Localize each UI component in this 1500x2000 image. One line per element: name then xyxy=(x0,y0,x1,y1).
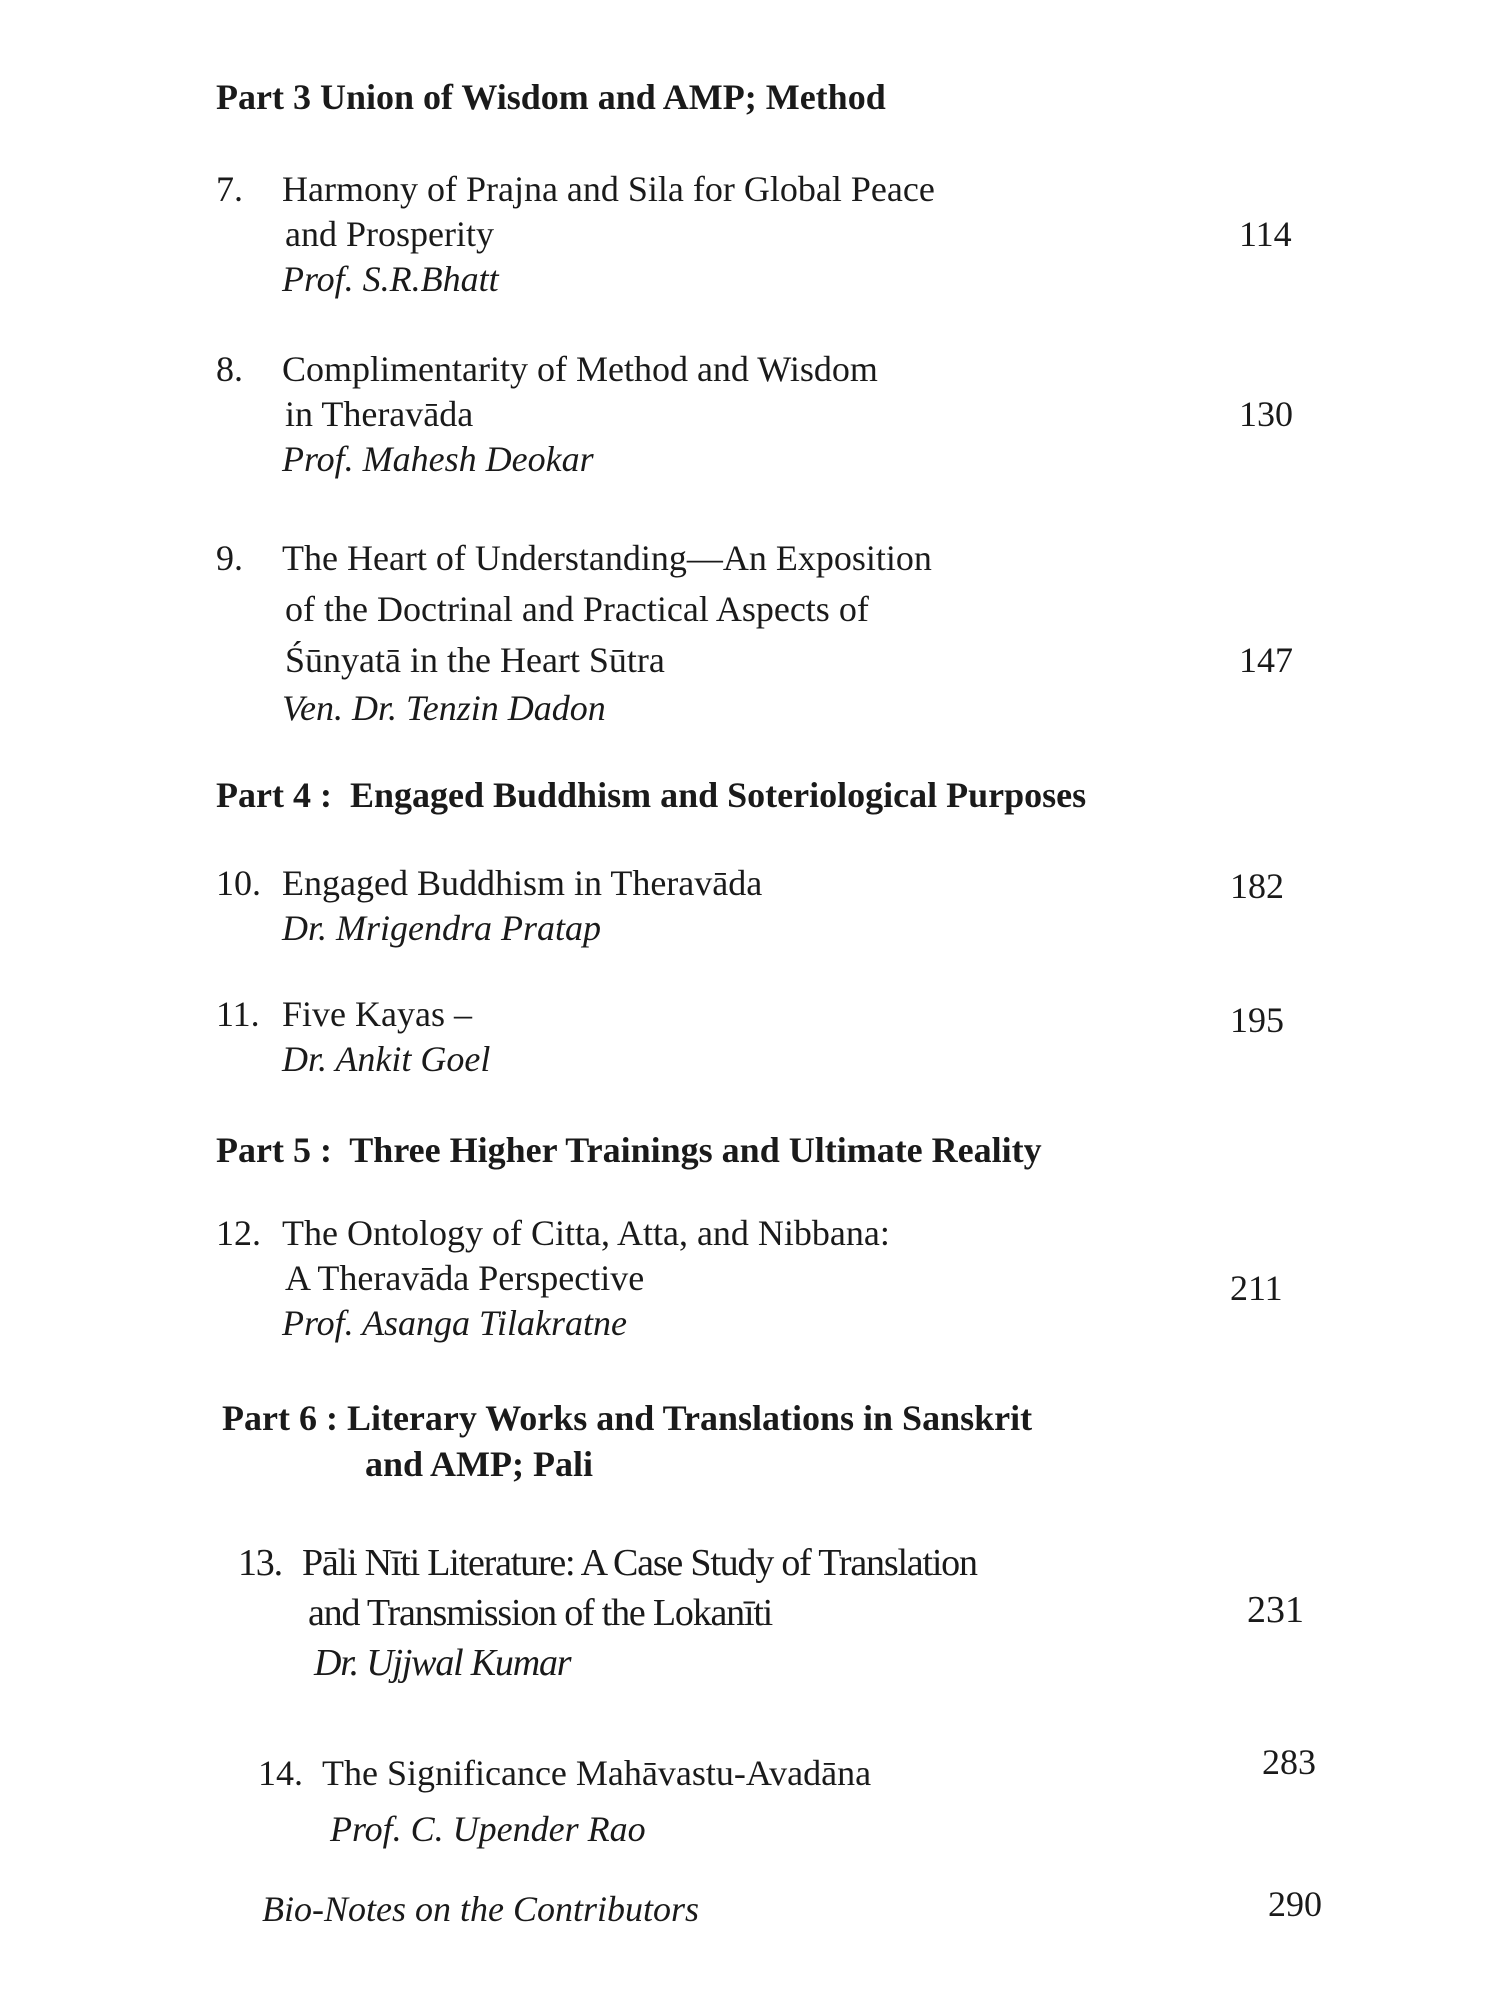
part-5-heading xyxy=(216,1127,1042,1173)
entry-title-line: The Ontology of Citta, Atta, and Nibbana: xyxy=(282,1213,890,1253)
entry-number: 11. xyxy=(216,994,260,1034)
toc-entry-14[interactable] xyxy=(258,1745,871,1857)
entry-author: Prof. Mahesh Deokar xyxy=(282,439,594,479)
entry-number: 13. xyxy=(238,1542,282,1584)
toc-entry-8[interactable] xyxy=(216,347,878,482)
entry-number: 10. xyxy=(216,863,261,903)
entry-page-number: 231 xyxy=(1247,1589,1304,1631)
entry-number: 14. xyxy=(258,1753,303,1793)
part-title-line: and AMP; Pali xyxy=(365,1444,594,1484)
entry-author: Prof. Asanga Tilakratne xyxy=(282,1303,628,1343)
entry-title-line: Śūnyatā in the Heart Sūtra xyxy=(285,640,665,680)
entry-page-number: 182 xyxy=(1230,866,1284,906)
part-title-line: Part 6 : Literary Works and Translations in Sanskrit xyxy=(222,1398,1033,1438)
entry-page-number: 195 xyxy=(1230,1000,1284,1040)
part-3-heading xyxy=(216,74,886,120)
entry-author: Dr. Ankit Goel xyxy=(282,1039,491,1079)
entry-number: 8. xyxy=(216,349,243,389)
bio-notes-link[interactable]: Bio-Notes on the Contributors xyxy=(262,1889,700,1929)
toc-entry-11[interactable] xyxy=(216,992,490,1082)
entry-title-line: A Theravāda Perspective xyxy=(285,1258,645,1298)
entry-page-number: 130 xyxy=(1239,394,1293,434)
entry-page-number: 211 xyxy=(1230,1268,1283,1308)
entry-title-line: and Prosperity xyxy=(285,214,494,254)
toc-entry-7[interactable] xyxy=(216,167,935,302)
entry-title-line: Five Kayas – xyxy=(282,994,472,1034)
entry-author: Dr. Mrigendra Pratap xyxy=(282,908,602,948)
toc-entry-13[interactable] xyxy=(238,1538,977,1688)
part-title: Part 5 : Three Higher Trainings and Ultimate Reality xyxy=(216,1130,1042,1170)
toc-entry-12[interactable] xyxy=(216,1211,890,1346)
entry-title-line: Harmony of Prajna and Sila for Global Peace xyxy=(282,169,935,209)
entry-number: 9. xyxy=(216,538,243,578)
part-6-heading xyxy=(222,1395,1032,1487)
part-title: Part 4 : Engaged Buddhism and Soteriological Purposes xyxy=(216,775,1087,815)
toc-entry-9[interactable] xyxy=(216,533,932,731)
entry-title-line: and Transmission of the Lokanīti xyxy=(308,1592,773,1634)
entry-title-line: Complimentarity of Method and Wisdom xyxy=(282,349,878,389)
entry-title-line: Engaged Buddhism in Theravāda xyxy=(282,863,763,903)
toc-entry-10[interactable] xyxy=(216,861,762,951)
entry-title-line: in Theravāda xyxy=(285,394,474,434)
entry-page-number: 114 xyxy=(1239,214,1292,254)
entry-author: Prof. C. Upender Rao xyxy=(330,1809,646,1849)
entry-page-number: 283 xyxy=(1262,1742,1316,1782)
entry-title-line: Pāli Nīti Literature: A Case Study of Translation xyxy=(302,1542,977,1584)
bio-notes-page-number: 290 xyxy=(1268,1884,1322,1924)
part-4-heading xyxy=(216,772,1086,818)
entry-title-line: of the Doctrinal and Practical Aspects of xyxy=(285,589,869,629)
entry-number: 7. xyxy=(216,169,243,209)
entry-title-line: The Significance Mahāvastu-Avadāna xyxy=(322,1753,872,1793)
entry-number: 12. xyxy=(216,1213,261,1253)
entry-page-number: 147 xyxy=(1239,640,1293,680)
entry-author: Dr. Ujjwal Kumar xyxy=(314,1642,571,1684)
part-title: Part 3 Union of Wisdom and AMP; Method xyxy=(216,77,886,117)
entry-author: Prof. S.R.Bhatt xyxy=(282,259,499,299)
entry-title-line: The Heart of Understanding—An Exposition xyxy=(282,538,932,578)
entry-author: Ven. Dr. Tenzin Dadon xyxy=(282,688,606,728)
